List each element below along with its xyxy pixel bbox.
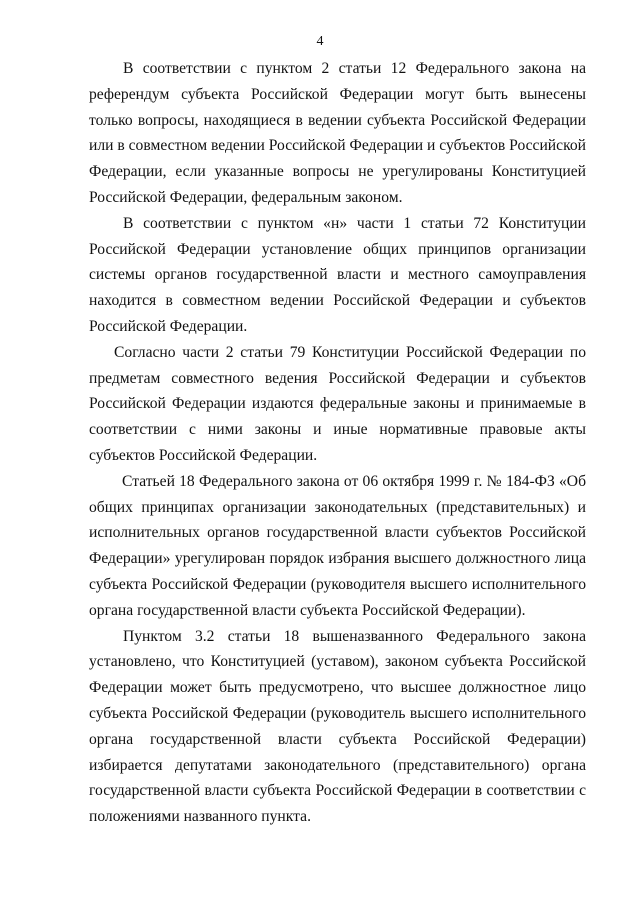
paragraph-article-18-point-3-2: Пунктом 3.2 статьи 18 вышеназванного Федерального закона установлено, что Конституцией (уставом), законом субъекта Российской Федерации может быть предусмотрено, что высшее должностное лицо субъекта Российской Федерации (руководитель высшего исполнительного органа государственной власти субъекта Российской Федерации) избирается депутатами законодательного (представительного) органа государственной власти субъекта Российской Федерации в соответствии с положениями названного пункта. [89,627,586,826]
page-number: 4 [316,34,324,49]
document-body [89,56,586,830]
paragraph-constitution-article-72: В соответствии с пунктом «н» части 1 статьи 72 Конституции Российской Федерации установление общих принципов организации системы органов государственной власти и местного самоуправления находится в совместном ведении Российской Федерации и субъектов Российской Федерации. [89,214,586,335]
paragraph-referendum-questions: В соответствии с пунктом 2 статьи 12 Федерального закона на референдум субъекта Российской Федерации могут быть вынесены только вопросы, находящиеся в ведении субъекта Российской Федерации или в совместном ведении Российской Федерации и субъектов Российской Федерации, если указанные вопросы не урегулированы Конституцией Российской Федерации, федеральным законом. [89,60,587,206]
paragraph-federal-law-article-18: Статьей 18 Федерального закона от 06 октября 1999 г. № 184-ФЗ «Об общих принципах организации законодательных (представительных) и исполнительных органов государственной власти субъектов Российской Федерации» урегулирован порядок избрания высшего должностного лица субъекта Российской Федерации (руководителя высшего исполнительного органа государственной власти субъекта Российской Федерации). [89,472,586,619]
paragraph-constitution-article-79: Согласно части 2 статьи 79 Конституции Российской Федерации по предметам совместного ведения Российской Федерации и субъектов Российской Федерации издаются федеральные законы и принимаемые в соответствии с ними законы и иные нормативные правовые акты субъектов Российской Федерации. [89,343,586,464]
